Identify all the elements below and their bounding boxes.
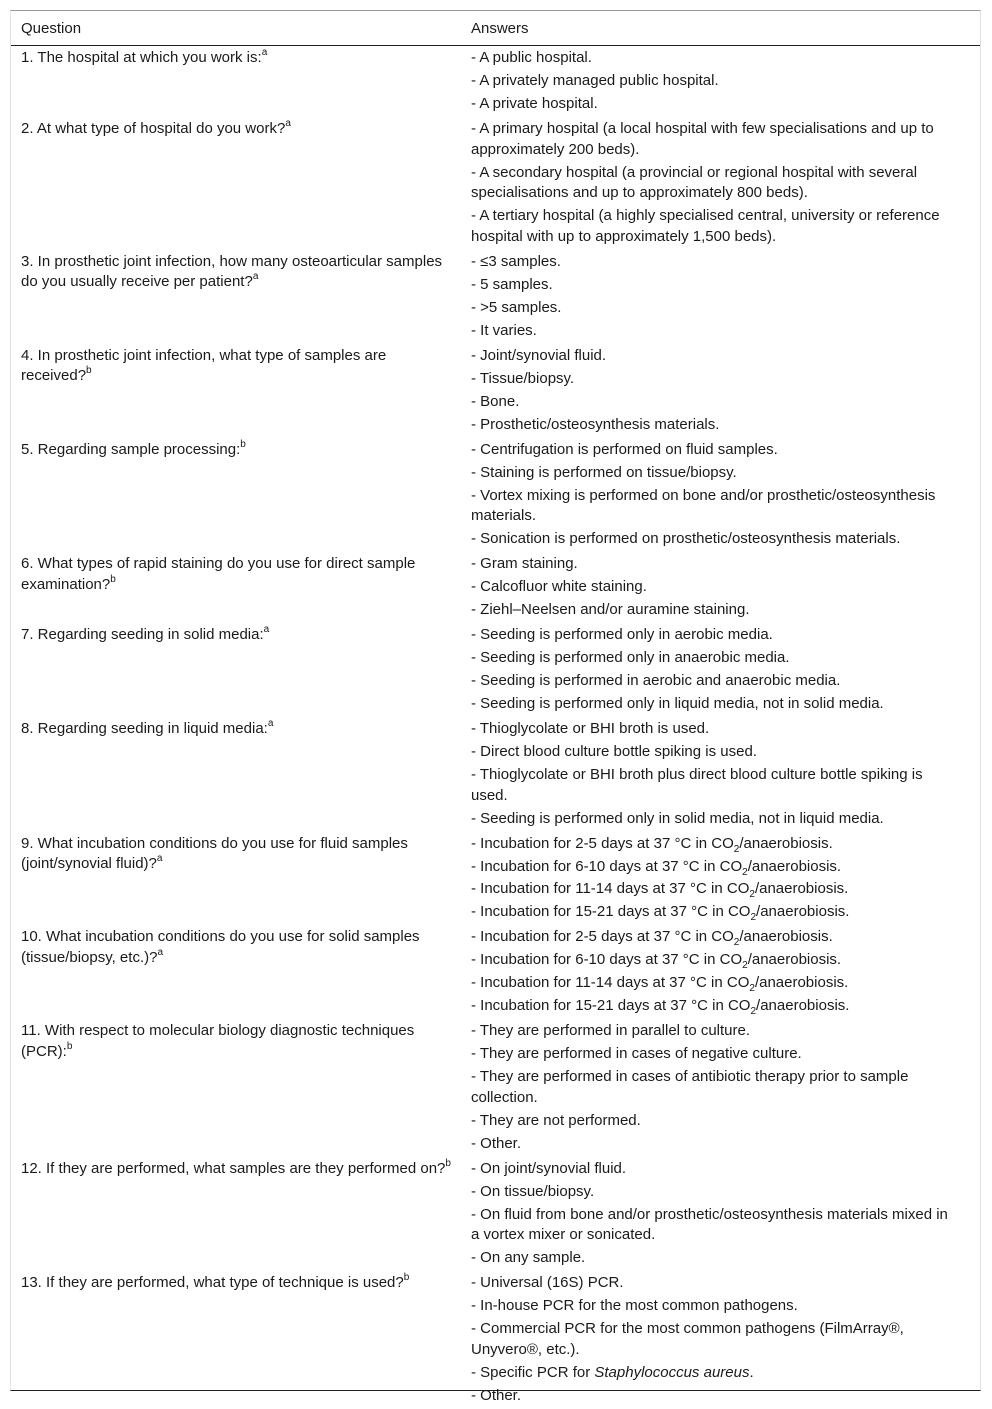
- answer-text: - Specific PCR for: [471, 1363, 595, 1381]
- question-cell: [11, 1157, 461, 1272]
- table-row: [11, 925, 980, 1019]
- answers-cell: [461, 117, 980, 250]
- answer-option: [471, 879, 954, 900]
- table-row: [11, 46, 980, 117]
- question-cell: [11, 117, 461, 250]
- answer-option: - Seeding is performed only in liquid media, not in solid media.: [471, 695, 884, 712]
- answer-text: - Incubation for 6-10 days at 37 °C in CO: [471, 951, 743, 969]
- question-cell: [11, 344, 461, 438]
- answer-text: /anaerobiosis.: [747, 951, 842, 969]
- answer-option: [471, 857, 954, 878]
- table-body: [11, 46, 980, 1409]
- question-text: 6. What types of rapid staining do you use for direct sample examination?: [21, 555, 416, 593]
- answer-option: - Centrifugation is performed on fluid samples.: [471, 440, 778, 458]
- footnote-marker: a: [267, 717, 274, 729]
- answer-option: - Prosthetic/osteosynthesis materials.: [471, 415, 720, 433]
- answer-option: - Seeding is performed only in aerobic media.: [471, 626, 773, 644]
- question-text: 10. What incubation conditions do you use for solid samples (tissue/biopsy, etc.)?: [21, 928, 420, 967]
- answer-text: - Incubation for 15-21 days at 37 °C in CO: [471, 997, 751, 1015]
- question-cell: [11, 250, 461, 344]
- table-row: [11, 117, 980, 250]
- footnote-marker: a: [156, 853, 163, 865]
- table-row: [11, 344, 980, 438]
- answer-option: - Seeding is performed in aerobic and anaerobic media.: [471, 672, 841, 690]
- table-row: [11, 250, 980, 344]
- table-row: [11, 1157, 980, 1272]
- table-row: [11, 1019, 980, 1157]
- question-text: 13. If they are performed, what type of technique is used?: [21, 1274, 404, 1292]
- answer-option: - A tertiary hospital (a highly specialised central, university or reference hospital with up to approximately 1,500 beds).: [471, 207, 940, 245]
- answers-cell: [461, 1271, 980, 1409]
- answer-text: /anaerobiosis.: [739, 834, 833, 852]
- answer-option: [471, 996, 954, 1017]
- subscript: 2: [733, 843, 740, 855]
- answers-cell: [461, 344, 980, 438]
- table-row: [11, 717, 980, 832]
- footnote-marker: b: [86, 365, 92, 377]
- footnote-marker: b: [445, 1157, 451, 1169]
- answer-option: - A public hospital.: [471, 49, 592, 66]
- answers-cell: [461, 925, 980, 1019]
- answer-option: - Other.: [471, 1386, 522, 1404]
- footnote-marker: a: [261, 47, 268, 58]
- answers-cell: [461, 832, 980, 926]
- header-row: [11, 11, 980, 46]
- answer-option: - ≤3 samples.: [471, 252, 561, 270]
- footnote-marker: b: [66, 1040, 73, 1052]
- question-text: 12. If they are performed, what samples are they performed on?: [21, 1159, 446, 1177]
- question-text: 7. Regarding seeding in solid media:: [21, 626, 264, 644]
- table-row: [11, 1271, 980, 1409]
- answers-cell: [461, 552, 980, 623]
- answer-text: /anaerobiosis.: [754, 880, 849, 898]
- answers-cell: [461, 623, 980, 717]
- answer-text: /anaerobiosis.: [739, 928, 833, 946]
- subscript: 2: [733, 937, 740, 949]
- answer-text: - Incubation for 2-5 days at 37 °C in CO: [471, 928, 734, 946]
- answer-option: - A secondary hospital (a provincial or regional hospital with several specialisations and up to approximately 800 beds).: [471, 163, 918, 202]
- answer-option: - A private hospital.: [471, 94, 598, 112]
- question-cell: [11, 717, 461, 832]
- answer-option: - In-house PCR for the most common pathogens.: [471, 1297, 798, 1315]
- answer-option: - They are performed in parallel to culture.: [471, 1022, 751, 1040]
- answer-option: - Ziehl–Neelsen and/or auramine staining.: [471, 601, 750, 619]
- answer-option: [471, 1363, 954, 1384]
- footnote-marker: a: [263, 624, 270, 636]
- subscript: 2: [742, 960, 748, 972]
- footnote-marker: a: [285, 117, 291, 129]
- question-text: 9. What incubation conditions do you use for fluid samples (joint/synovial fluid)?: [21, 834, 408, 873]
- question-cell: [11, 1019, 461, 1157]
- question-cell: [11, 925, 461, 1019]
- answer-option: - They are not performed.: [471, 1111, 641, 1129]
- answer-option: [471, 834, 954, 855]
- question-cell: [11, 623, 461, 717]
- answer-option: - Tissue/biopsy.: [471, 369, 575, 387]
- question-cell: [11, 438, 461, 553]
- answer-option: - Thioglycolate or BHI broth plus direct blood culture bottle spiking is used.: [471, 765, 923, 804]
- subscript: 2: [750, 912, 757, 924]
- answers-cell: [461, 717, 980, 832]
- answer-option: - They are performed in cases of antibiotic therapy prior to sample collection.: [471, 1068, 909, 1106]
- footnote-marker: b: [240, 438, 246, 450]
- table-row: [11, 832, 980, 926]
- answer-option: - Staining is performed on tissue/biopsy.: [471, 463, 737, 481]
- answer-option: - On any sample.: [471, 1249, 586, 1267]
- answer-text: - Incubation for 6-10 days at 37 °C in CO: [471, 857, 743, 875]
- species-name: Staphylococcus aureus: [594, 1363, 750, 1381]
- answer-text: .: [749, 1363, 754, 1381]
- question-text: 4. In prosthetic joint infection, what type of samples are received?: [21, 346, 387, 385]
- answer-option: - Seeding is performed only in anaerobic media.: [471, 649, 790, 667]
- footnote-marker: b: [110, 573, 116, 585]
- answer-option: - Calcofluor white staining.: [471, 578, 647, 596]
- answer-option: - Other.: [471, 1134, 522, 1152]
- answers-cell: [461, 1019, 980, 1157]
- subscript: 2: [749, 889, 755, 901]
- answer-option: - On tissue/biopsy.: [471, 1182, 595, 1200]
- table-row: [11, 623, 980, 717]
- answer-option: - A privately managed public hospital.: [471, 71, 719, 89]
- answer-option: - On fluid from bone and/or prosthetic/osteosynthesis materials mixed in a vortex mixer or sonicated.: [471, 1205, 948, 1244]
- subscript: 2: [750, 1006, 757, 1018]
- answer-text: - Incubation for 11-14 days at 37 °C in CO: [471, 880, 750, 898]
- answer-option: [471, 950, 954, 971]
- question-cell: [11, 832, 461, 926]
- answer-option: [471, 927, 954, 948]
- answer-option: - Gram staining.: [471, 555, 578, 573]
- answer-option: - Seeding is performed only in solid media, not in liquid media.: [471, 809, 884, 827]
- answer-option: - Sonication is performed on prosthetic/osteosynthesis materials.: [471, 530, 901, 548]
- footnote-marker: a: [157, 947, 164, 959]
- answers-column-header: Answers: [461, 11, 980, 46]
- answers-cell: [461, 250, 980, 344]
- answer-option: - Thioglycolate or BHI broth is used.: [471, 719, 710, 737]
- question-text: 3. In prosthetic joint infection, how many osteoarticular samples do you usually receive per patient?: [21, 252, 443, 291]
- answer-option: - >5 samples.: [471, 298, 562, 316]
- answer-option: [471, 902, 954, 923]
- table-row: [11, 552, 980, 623]
- subscript: 2: [749, 983, 755, 995]
- answer-text: - Incubation for 2-5 days at 37 °C in CO: [471, 834, 734, 852]
- answer-text: /anaerobiosis.: [756, 903, 850, 921]
- answer-text: /anaerobiosis.: [754, 974, 849, 992]
- answer-option: - 5 samples.: [471, 275, 553, 293]
- question-text: 8. Regarding seeding in liquid media:: [21, 719, 268, 737]
- answer-option: - It varies.: [471, 321, 537, 339]
- answers-cell: [461, 438, 980, 553]
- answer-option: - Commercial PCR for the most common pathogens (FilmArray®, Unyvero®, etc.).: [471, 1320, 904, 1358]
- survey-table: [11, 11, 980, 1409]
- question-cell: [11, 1271, 461, 1409]
- answer-option: [471, 973, 954, 994]
- answer-option: - Universal (16S) PCR.: [471, 1274, 624, 1292]
- question-text: 5. Regarding sample processing:: [21, 440, 241, 458]
- answer-option: - On joint/synovial fluid.: [471, 1159, 627, 1177]
- footnote-marker: a: [252, 271, 259, 283]
- question-column-header: Question: [11, 11, 461, 46]
- answer-option: - Joint/synovial fluid.: [471, 346, 607, 364]
- answer-option: - Direct blood culture bottle spiking is used.: [471, 742, 757, 760]
- answers-cell: [461, 46, 980, 117]
- table-row: [11, 438, 980, 553]
- footnote-marker: b: [403, 1272, 410, 1284]
- answer-text: /anaerobiosis.: [756, 997, 850, 1015]
- subscript: 2: [742, 866, 748, 878]
- answer-option: - A primary hospital (a local hospital with few specialisations and up to approximately 200 beds).: [471, 119, 934, 158]
- answer-option: - They are performed in cases of negative culture.: [471, 1045, 802, 1063]
- answers-cell: [461, 1157, 980, 1272]
- answer-option: - Vortex mixing is performed on bone and/or prosthetic/osteosynthesis materials.: [471, 486, 936, 525]
- answer-text: /anaerobiosis.: [747, 857, 842, 875]
- question-cell: [11, 46, 461, 117]
- answer-text: - Incubation for 15-21 days at 37 °C in CO: [471, 903, 751, 921]
- answer-text: - Incubation for 11-14 days at 37 °C in CO: [471, 974, 750, 992]
- question-cell: [11, 552, 461, 623]
- question-text: 11. With respect to molecular biology diagnostic techniques (PCR):: [21, 1022, 415, 1060]
- answer-option: - Bone.: [471, 392, 520, 410]
- question-text: 1. The hospital at which you work is:: [21, 49, 262, 66]
- question-text: 2. At what type of hospital do you work?: [21, 119, 286, 137]
